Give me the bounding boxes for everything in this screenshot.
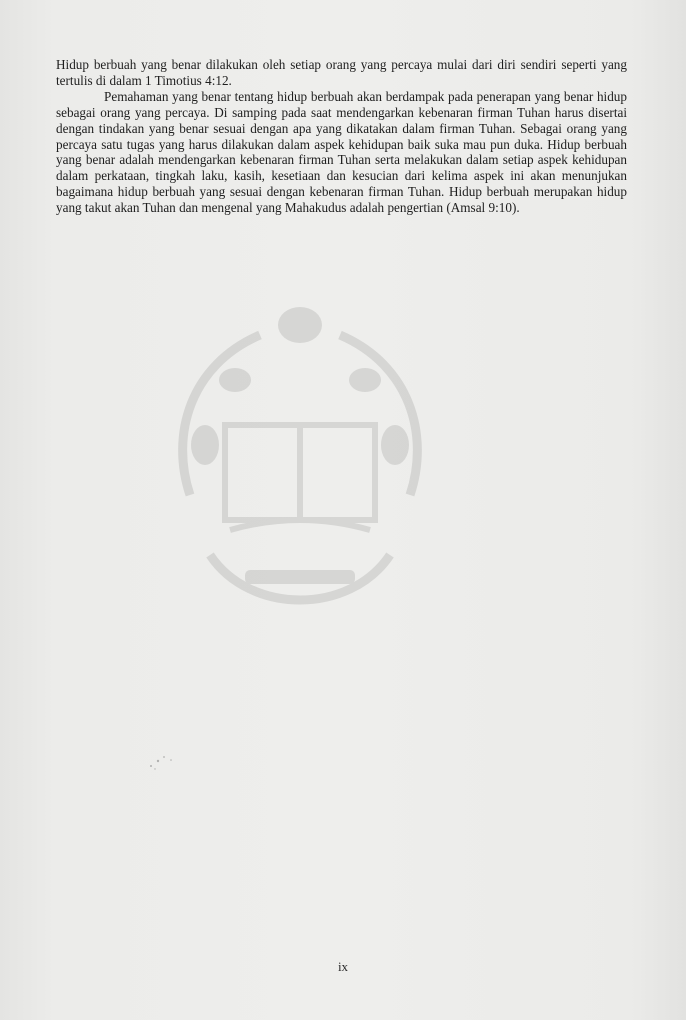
body-text — [56, 57, 627, 216]
page-number: ix — [337, 959, 349, 974]
paragraph-2: Pemahaman yang benar tentang hidup berbuah akan berdampak pada penerapan yang benar hidup sebagai orang yang percaya. Di samping pada saat mendengarkan kebenaran firman Tuhan harus disertai dengan tindakan yang benar sesuai dengan apa yang dikatakan dalam firman Tuhan. Sebagai orang yang percaya satu tugas yang harus dilakukan dalam aspek kehidupan baik suka mau pun duka. Hidup berbuah yang benar adalah mendengarkan kebenaran firman Tuhan serta melakukan dalam setiap aspek kehidupan dalam perkataan, tingkah laku, kasih, kesetiaan dan kesucian dari kelima aspek ini akan menunjukan bagaimana hidup berbuah yang sesuai dengan kebenaran firman Tuhan. Hidup berbuah merupakan hidup yang takut akan Tuhan dan mengenal yang Mahakudus adalah pengertian (Amsal 9:10). — [56, 88, 627, 216]
seal-watermark — [150, 285, 450, 645]
scan-speck — [147, 752, 177, 772]
paragraph-1: Hidup berbuah yang benar dilakukan oleh setiap orang yang percaya mulai dari diri sendiri seperti yang tertulis di dalam 1 Timotius 4:12. — [56, 57, 627, 88]
